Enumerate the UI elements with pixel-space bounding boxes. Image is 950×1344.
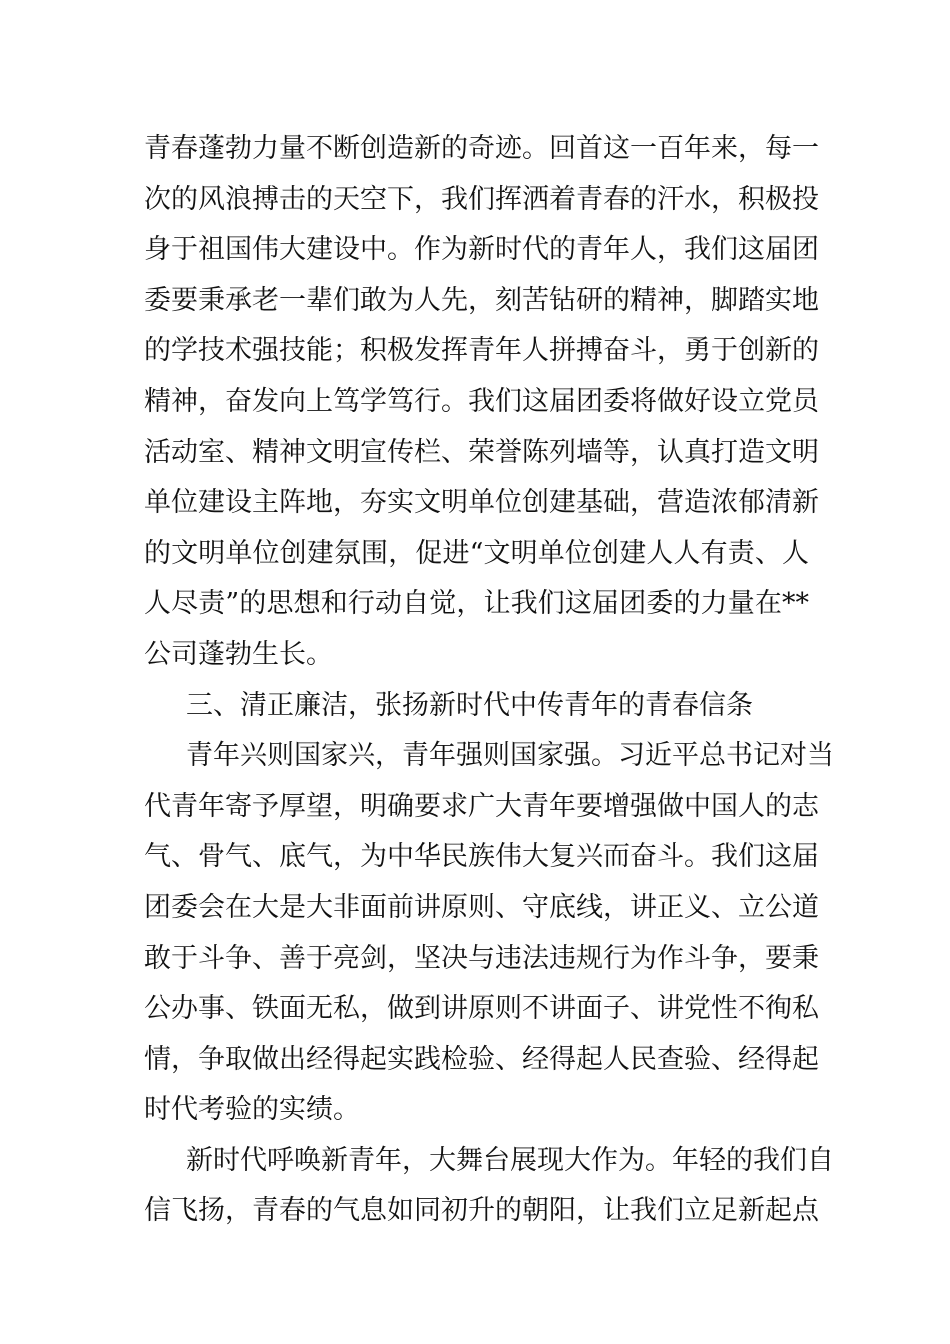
text-line: 青春蓬勃力量不断创造新的奇迹。回首这一百年来，每一 bbox=[144, 133, 819, 164]
text-line: 时代考验的实绩。 bbox=[144, 1094, 360, 1126]
text-line: 青年兴则国家兴，青年强则国家强。习近平总书记对当 bbox=[186, 740, 834, 772]
text-line: 敢于斗争、善于亮剑，坚决与违法违规行为作斗争，要秉 bbox=[144, 942, 819, 974]
text-line: 团委会在大是大非面前讲原则、守底线，讲正义、立公道 bbox=[144, 891, 819, 923]
text-line: 人尽责”的思想和行动自觉，让我们这届团委的力量在** bbox=[144, 588, 809, 620]
text-line: 情，争取做出经得起实践检验、经得起人民查验、经得起 bbox=[144, 1043, 819, 1075]
text-line: 单位建设主阵地，夯实文明单位创建基础，营造浓郁清新 bbox=[144, 487, 819, 519]
document-body bbox=[144, 124, 834, 1237]
text-line: 次的风浪搏击的天空下，我们挥洒着青春的汗水，积极投 bbox=[144, 183, 819, 215]
text-line: 身于祖国伟大建设中。作为新时代的青年人，我们这届团 bbox=[144, 234, 819, 266]
text-line: 信飞扬，青春的气息如同初升的朝阳，让我们立足新起点 bbox=[144, 1195, 819, 1227]
text-line: 公司蓬勃生长。 bbox=[144, 638, 333, 670]
text-line: 气、骨气、底气，为中华民族伟大复兴而奋斗。我们这届 bbox=[144, 841, 819, 873]
text-line: 公办事、铁面无私，做到讲原则不讲面子、讲党性不徇私 bbox=[144, 993, 819, 1025]
text-line: 代青年寄予厚望，明确要求广大青年要增强做中国人的志 bbox=[144, 790, 819, 822]
text-line: 精神，奋发向上笃学笃行。我们这届团委将做好设立党员 bbox=[144, 385, 819, 417]
text-line: 的学技术强技能；积极发挥青年人拼搏奋斗，勇于创新的 bbox=[144, 335, 819, 367]
text-line: 委要秉承老一辈们敢为人先，刻苦钻研的精神，脚踏实地 bbox=[144, 284, 819, 316]
text-line: 新时代呼唤新青年，大舞台展现大作为。年轻的我们自 bbox=[186, 1144, 834, 1176]
text-line: 三、清正廉洁，张扬新时代中传青年的青春信条 bbox=[186, 689, 753, 721]
text-line: 的文明单位创建氛围，促进“文明单位创建人人有责、人 bbox=[144, 537, 809, 569]
text-line: 活动室、精神文明宣传栏、荣誉陈列墙等，认真打造文明 bbox=[144, 436, 819, 468]
